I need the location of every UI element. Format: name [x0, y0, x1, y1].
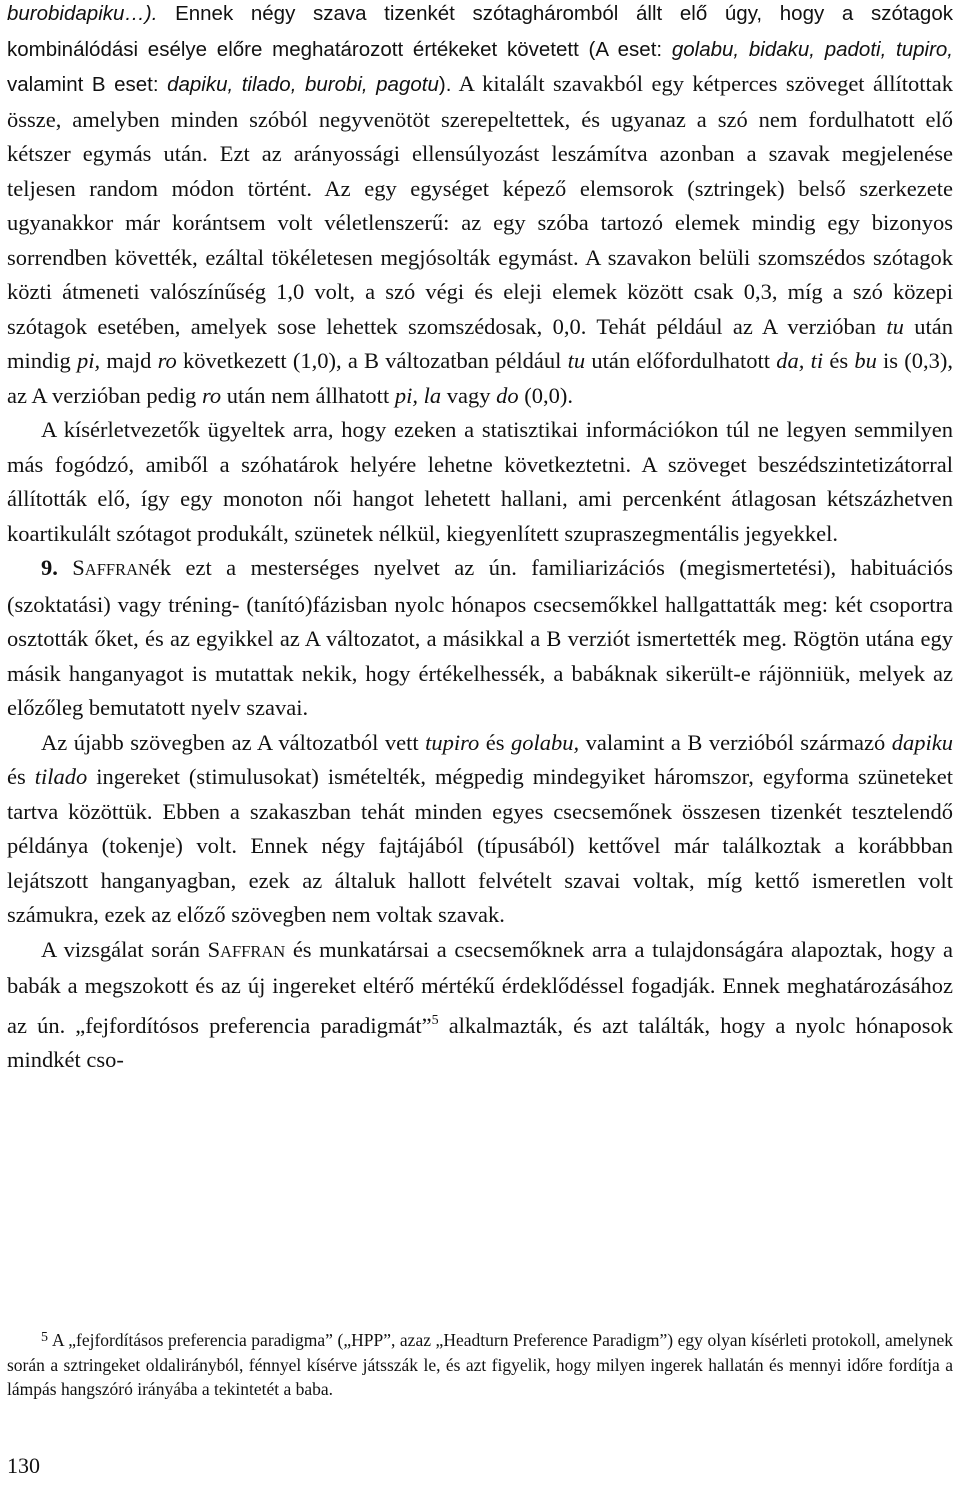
text-span: ).	[438, 73, 452, 96]
text-span: Az újabb szövegben az A változatból vett	[41, 729, 426, 755]
syllable: tu	[886, 313, 904, 339]
footnote-text	[7, 1326, 953, 1402]
text-span: majd	[100, 348, 158, 373]
page-number: 130	[7, 1453, 40, 1478]
example-word: dapiku	[891, 729, 953, 755]
syllable: bu	[854, 348, 877, 373]
text-span: A kitalált szavakból egy kétperces szöveget állítottak össze, amelyben minden szóból negyvenötöt szerepeltettek, és ugyanaz a szó nem fordulhatott elő kétszer egymás után. Ezt az arányossági ellensúlyozást leszámítva azonban a szavak megjelenése teljesen random módon történt. Az egy egységet képező elemsorok (sztringek) belső szerkezete ugyanakkor már korántsem volt véletlenszerű: az egy szóba tartozó elemek mindig egy bizonyos sorrendben követték, ezáltal tökéletesen megjósolták egymást. A szavakon belüli szomszédos szótagok közti átmeneti valószínűség 1,0 volt, a szó végi és eleji elemek között csak 0,3, míg a szó közepi szótagok esetében, amelyek sose lehettek szomszédosak, 0,0. Tehát például az A verzióban	[7, 71, 954, 339]
syllable: da, ti	[776, 348, 824, 373]
text-span: Ennek négy szava tizenkét szótagháromból állt elő úgy, hogy a szótagok kombinálódási esélye előre meghatározott értékeket követett (A eset:	[7, 2, 953, 61]
text-span: ék ezt a mesterséges nyelvet az ún. familiarizációs (megismertetési), habituációs (szoktatási) vagy tréning- (tanító)fázisban nyolc hónapos csecsemőkkel hallgattatták meg: két csoportra osztották őket, és az egyikkel az A változatot, a másikkal a B verziót ismertették meg. Rögtön utána egy másik hanganyagot is mutattak nekik, hogy értékelhessék, a babáknak sikerült-e rájönniük, melyek az előzőleg bemutatott nyelv szavai.	[7, 555, 953, 720]
text-span: valamint a B verzióból származó	[579, 729, 892, 755]
text-span: alkalmazták, és azt találták, hogy a nyolc hónaposok mindkét cso-	[7, 1012, 954, 1072]
text-span: burobidapiku…).	[7, 2, 158, 25]
text-span: is (0,3), az A verzióban pedig	[7, 348, 954, 408]
text-span: után előfordulhatott	[585, 348, 777, 373]
example-word: tupiro	[425, 729, 480, 755]
example-word: golabu,	[511, 729, 580, 755]
example-word: tilado	[34, 764, 88, 789]
author-name-rest: AFFRAN	[220, 941, 286, 961]
text-span: ingereket (stimulusokat) ismételték, mégpedig mindegyiket háromszor, egyforma szüneteket tartva közöttük. Ebben a szakaszban tehát minden egyes csecsemőnek összesen tizenkét tesztelendő példánya (tokenje) volt. Ennek négy fajtájából (típusából) kettővel már találkoztak a korábbban lejátszott hanganyagban, ezek az általuk hallott felvételt szavai voltak, míg kettő ismeretlen volt számukra, ezek az előző szövegben nem voltak szavak.	[7, 764, 953, 927]
text-span: A vizsgálat során	[41, 936, 208, 962]
section-number: 9.	[41, 555, 58, 580]
syllable: tu	[567, 348, 586, 373]
footnote	[7, 1326, 953, 1402]
syllable: do	[496, 382, 519, 408]
author-name-initial: S	[72, 555, 85, 580]
paragraph-1	[7, 0, 953, 413]
paragraph-5	[7, 933, 953, 1078]
text-span: (0,0).	[518, 382, 573, 408]
syllable: pi,	[76, 348, 101, 373]
text-span: után mindig	[7, 313, 953, 373]
body-text	[7, 0, 953, 1078]
syllable: ro	[157, 348, 177, 373]
example-words-a: golabu, bidaku, padoti, tupiro,	[671, 37, 953, 61]
example-words-b: dapiku, tilado, burobi, pagotu	[167, 73, 439, 96]
paragraph-4	[7, 726, 953, 933]
text-span: valamint B eset:	[7, 73, 168, 96]
footnote-body: A „fejfordításos preferencia paradigma” („HPP”, azaz „Headturn Preference Paradigm”) egy olyan kísérleti protokoll, amelynek során a sztringeket oldalirányból, fénnyel kísérve játsszák le, és azt figyelik, hogy milyen ingerek hallatán és mennyi időre fordítja a lámpás hangszóró irányába a tekintetét a baba.	[7, 1330, 953, 1399]
syllable: pi, la	[394, 382, 442, 408]
footnote-reference[interactable]: 5	[431, 1012, 439, 1028]
text-span: után nem állhatott	[221, 382, 395, 408]
footnote-number: 5	[41, 1330, 48, 1345]
text-span: következett (1,0), a B változatban például	[176, 348, 568, 373]
text-span: és munkatársai a csecsemőknek arra a tulajdonságára alapoztak, hogy a babák a megszokott és az új ingereket eltérő mértékű érdeklődéssel fogadják. Ennek meghatározásához az ún. „fejfordítósos preferencia paradigmát”	[7, 936, 953, 1038]
paragraph-2: A kísérletvezetők ügyeltek arra, hogy ezeken a statisztikai információkon túl ne legyen semmilyen más fogódzó, amiből a szóhatárok helyére lehetne következtetni. A szöveget beszédszintetizátorral állították elő, így egy monoton női hangot lehetett hallani, ami percenként átlagosan kétszázhetven koartikulált szótagot produkált, szünetek nélkül, kiegyenlített szupraszegmentális jegyekkel.	[7, 417, 953, 546]
author-name-initial: S	[207, 936, 221, 962]
paragraph-3	[7, 551, 953, 726]
text-span: vagy	[441, 382, 497, 408]
text-span: és	[479, 729, 512, 755]
text-span: és	[823, 348, 855, 373]
syllable: ro	[201, 382, 222, 408]
author-name-rest: AFFRAN	[84, 560, 150, 579]
text-span: és	[7, 764, 35, 789]
